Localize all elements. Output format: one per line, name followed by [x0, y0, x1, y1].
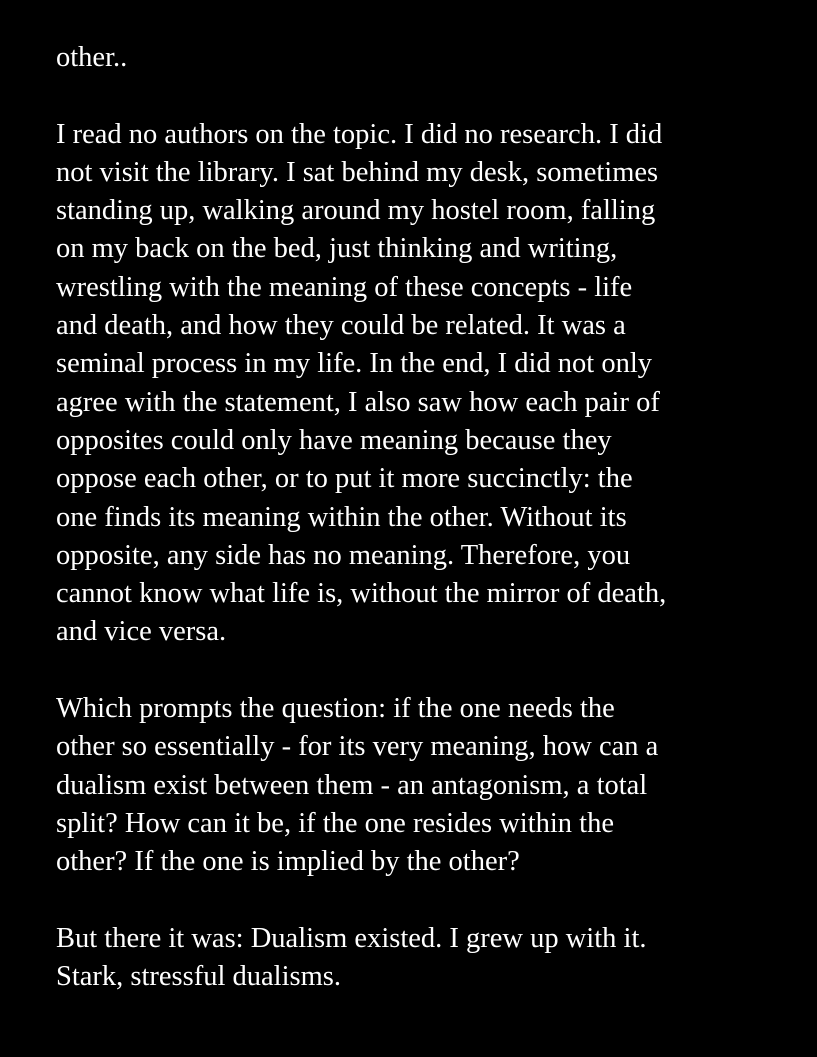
text-line: But there it was: Dualism existed. I grew up with it. — [56, 922, 647, 954]
paragraph-4 — [56, 920, 796, 997]
text-line: one finds its meaning within the other. Without its — [56, 501, 627, 533]
text-line: and death, and how they could be related. It was a — [56, 310, 626, 342]
text-line: opposites could only have meaning because they — [56, 424, 612, 456]
text-line: cannot know what life is, without the mirror of death, — [56, 578, 667, 610]
text-line: agree with the statement, I also saw how each pair of — [56, 386, 660, 418]
text-line: standing up, walking around my hostel room, falling — [56, 195, 656, 227]
text-line: dualism exist between them - an antagonism, a total — [56, 769, 648, 801]
text-line: opposite, any side has no meaning. Therefore, you — [56, 539, 631, 571]
paragraph-3 — [56, 690, 796, 881]
text-line: on my back on the bed, just thinking and writing, — [56, 233, 618, 265]
text-line: oppose each other, or to put it more succinctly: the — [56, 463, 633, 495]
text-line: seminal process in my life. In the end, I did not only — [56, 348, 653, 380]
paragraph-2 — [56, 116, 796, 652]
text-line: other? If the one is implied by the other? — [56, 846, 520, 878]
body-text — [56, 39, 796, 1035]
text-line: other so essentially - for its very meaning, how can a — [56, 731, 659, 763]
text-line: wrestling with the meaning of these concepts - life — [56, 271, 633, 303]
paragraph-1 — [56, 39, 796, 77]
text-line: not visit the library. I sat behind my desk, sometimes — [56, 156, 659, 188]
text-line: split? How can it be, if the one resides within the — [56, 807, 614, 839]
text-line: and vice versa. — [56, 616, 227, 648]
text-line: other.. — [56, 42, 128, 73]
text-line: I read no authors on the topic. I did no research. I did — [56, 118, 663, 150]
text-line: Which prompts the question: if the one needs the — [56, 693, 615, 725]
text-line: Stark, stressful dualisms. — [56, 961, 341, 993]
